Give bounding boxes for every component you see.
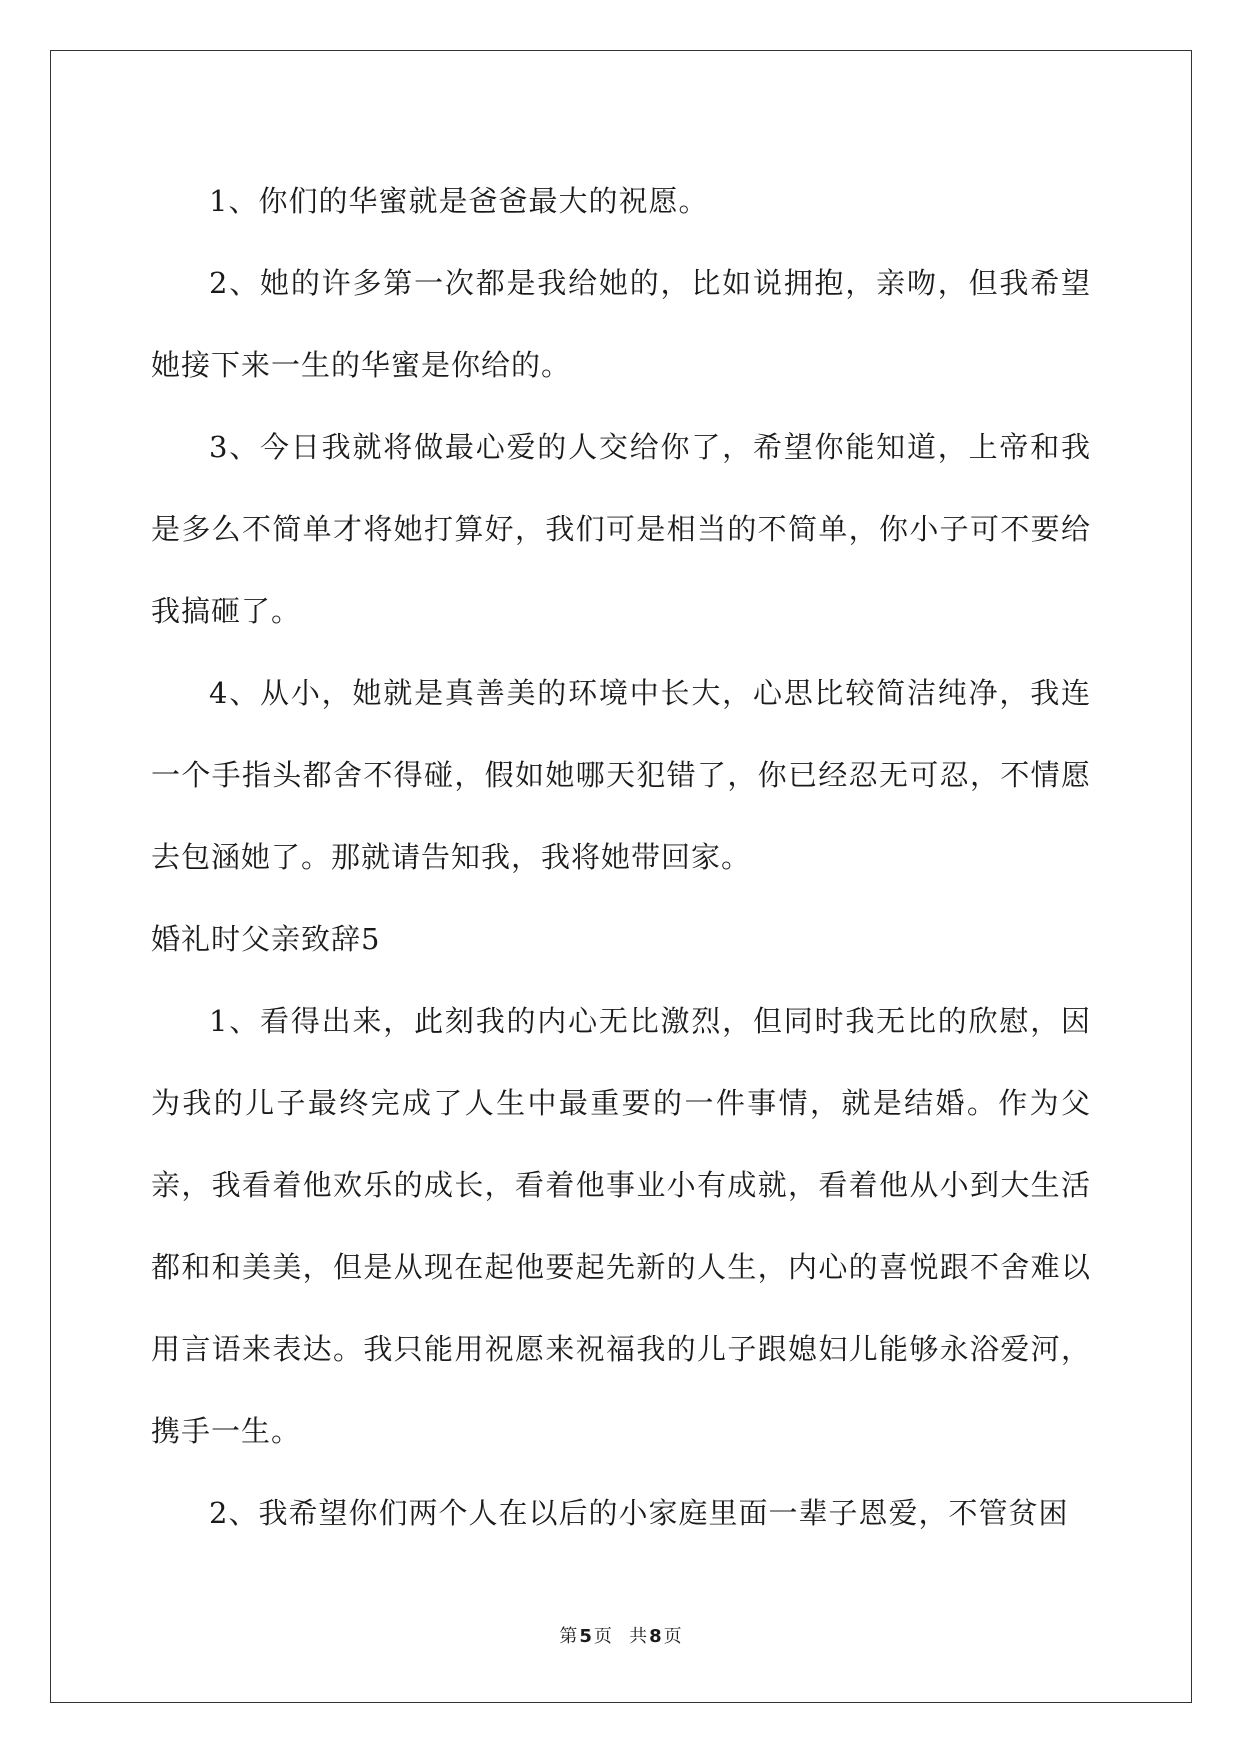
total-suffix: 页: [663, 1626, 682, 1647]
page-current: 5: [579, 1626, 592, 1647]
document-body: [151, 160, 1091, 1554]
paragraph: 1、看得出来，此刻我的内心无比激烈，但同时我无比的欣慰，因为我的儿子最终完成了人生中最重要的一件事情，就是结婚。作为父亲，我看着他欢乐的成长，看着他事业小有成就，看着他从小到大生活都和和美美，但是从现在起他要起先新的人生，内心的喜悦跟不舍难以用言语来表达。我只能用祝愿来祝福我的儿子跟媳妇儿能够永浴爱河，携手一生。: [151, 1004, 1091, 1448]
page-prefix: 第: [559, 1626, 578, 1647]
paragraph: 3、今日我就将做最心爱的人交给你了，希望你能知道，上帝和我是多么不简单才将她打算好，我们可是相当的不简单，你小子可不要给我搞砸了。: [151, 430, 1091, 628]
page-total: 8: [649, 1626, 662, 1647]
paragraph: 2、她的许多第一次都是我给她的，比如说拥抱，亲吻，但我希望她接下来一生的华蜜是你给的。: [151, 266, 1091, 382]
total-prefix: 共: [629, 1626, 648, 1647]
paragraph: 2、我希望你们两个人在以后的小家庭里面一辈子恩爱，不管贫困: [209, 1496, 1069, 1530]
section-heading: 婚礼时父亲致辞5: [151, 922, 381, 956]
paragraph: 1、你们的华蜜就是爸爸最大的祝愿。: [209, 184, 709, 218]
paragraph: 4、从小，她就是真善美的环境中长大，心思比较简洁纯净，我连一个手指头都舍不得碰，假如她哪天犯错了，你已经忍无可忍，不情愿去包涵她了。那就请告知我，我将她带回家。: [151, 676, 1091, 874]
page-footer: [0, 1622, 1241, 1648]
page-suffix: 页: [593, 1626, 612, 1647]
